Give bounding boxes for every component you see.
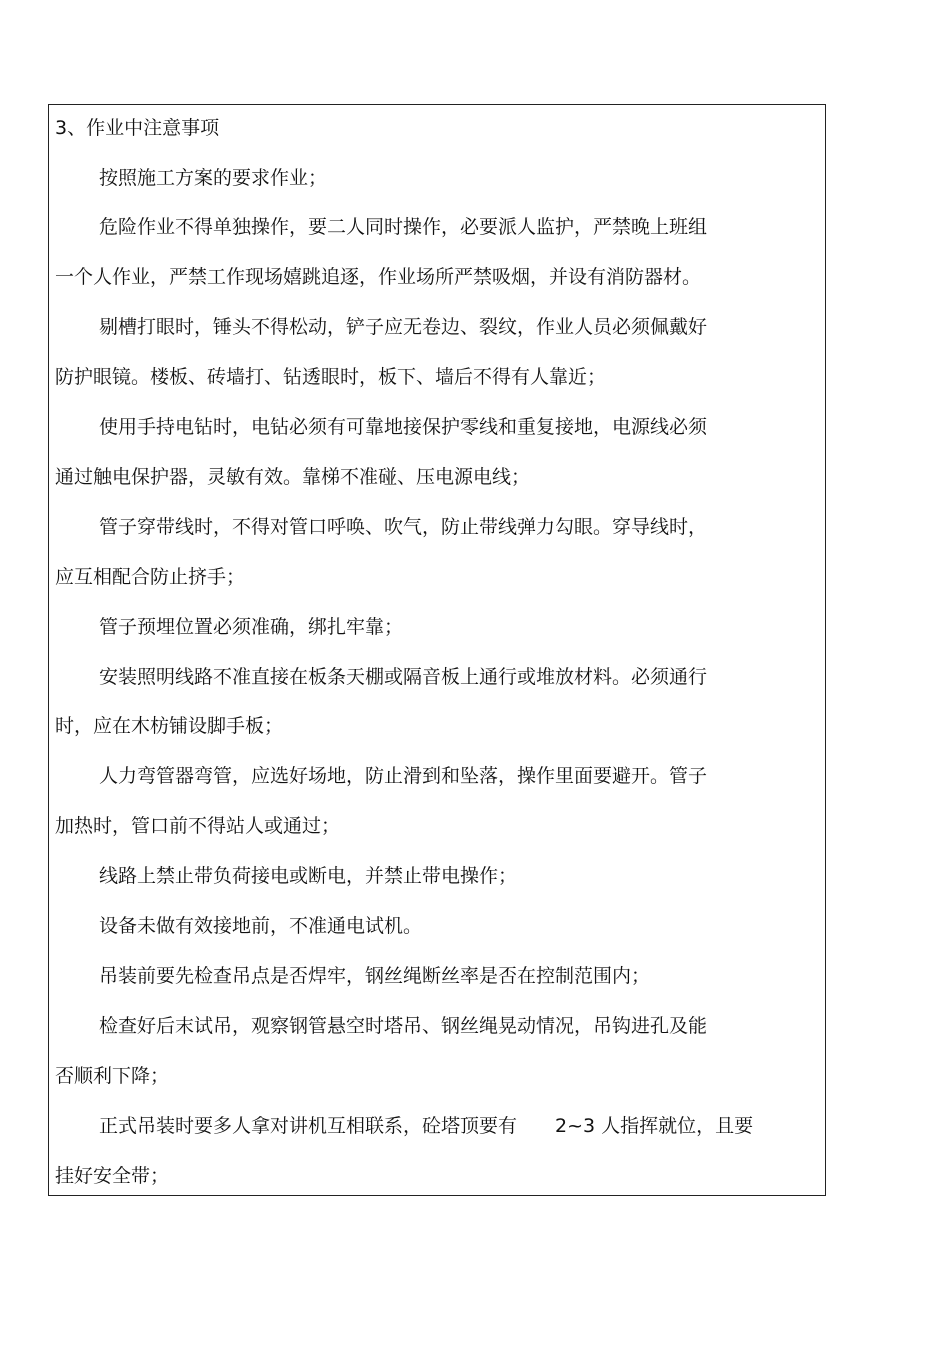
paragraph-line: 正式吊装时要多人拿对讲机互相联系，砼塔顶要有 2~3 人指挥就位，且要 — [99, 1115, 754, 1137]
section-heading: 3、作业中注意事项 — [55, 117, 220, 139]
paragraph-line: 线路上禁止带负荷接电或断电，并禁止带电操作； — [99, 865, 518, 887]
paragraph-line: 管子预埋位置必须准确，绑扎牢靠； — [99, 616, 404, 638]
paragraph-line: 防护眼镜。楼板、砖墙打、钻透眼时，板下、墙后不得有人靠近； — [55, 366, 607, 388]
paragraph-line: 危险作业不得单独操作，要二人同时操作，必要派人监护，严禁晚上班组 — [99, 216, 708, 238]
paragraph-line: 通过触电保护器，灵敏有效。靠梯不准碰、压电源电线； — [55, 466, 531, 488]
paragraph-line: 使用手持电钻时，电钻必须有可靠地接保护零线和重复接地，电源线必须 — [99, 416, 708, 438]
paragraph-line: 人力弯管器弯管，应选好场地，防止滑到和坠落，操作里面要避开。管子 — [99, 765, 708, 787]
paragraph-line: 一个人作业，严禁工作现场嬉跳追逐，作业场所严禁吸烟，并设有消防器材。 — [55, 266, 702, 288]
paragraph-line: 应互相配合防止挤手； — [55, 566, 246, 588]
paragraph-line: 安装照明线路不准直接在板条天棚或隔音板上通行或堆放材料。必须通行 — [99, 666, 708, 688]
paragraph-line: 加热时，管口前不得站人或通过； — [55, 815, 341, 837]
paragraph-line: 吊装前要先检查吊点是否焊牢，钢丝绳断丝率是否在控制范围内； — [99, 965, 651, 987]
paragraph-line: 按照施工方案的要求作业； — [99, 167, 328, 189]
paragraph-line: 挂好安全带； — [55, 1165, 170, 1187]
paragraph-line: 否顺利下降； — [55, 1065, 170, 1087]
paragraph-line: 管子穿带线时，不得对管口呼唤、吹气，防止带线弹力勾眼。穿导线时， — [99, 516, 708, 538]
paragraph-line: 检查好后末试吊，观察钢管悬空时塔吊、钢丝绳晃动情况，吊钩进孔及能 — [99, 1015, 708, 1037]
paragraph-line: 设备未做有效接地前，不准通电试机。 — [99, 915, 423, 937]
paragraph-line: 时，应在木枋铺设脚手板； — [55, 715, 284, 737]
paragraph-line: 剔槽打眼时，锤头不得松动，铲子应无卷边、裂纹，作业人员必须佩戴好 — [99, 316, 708, 338]
